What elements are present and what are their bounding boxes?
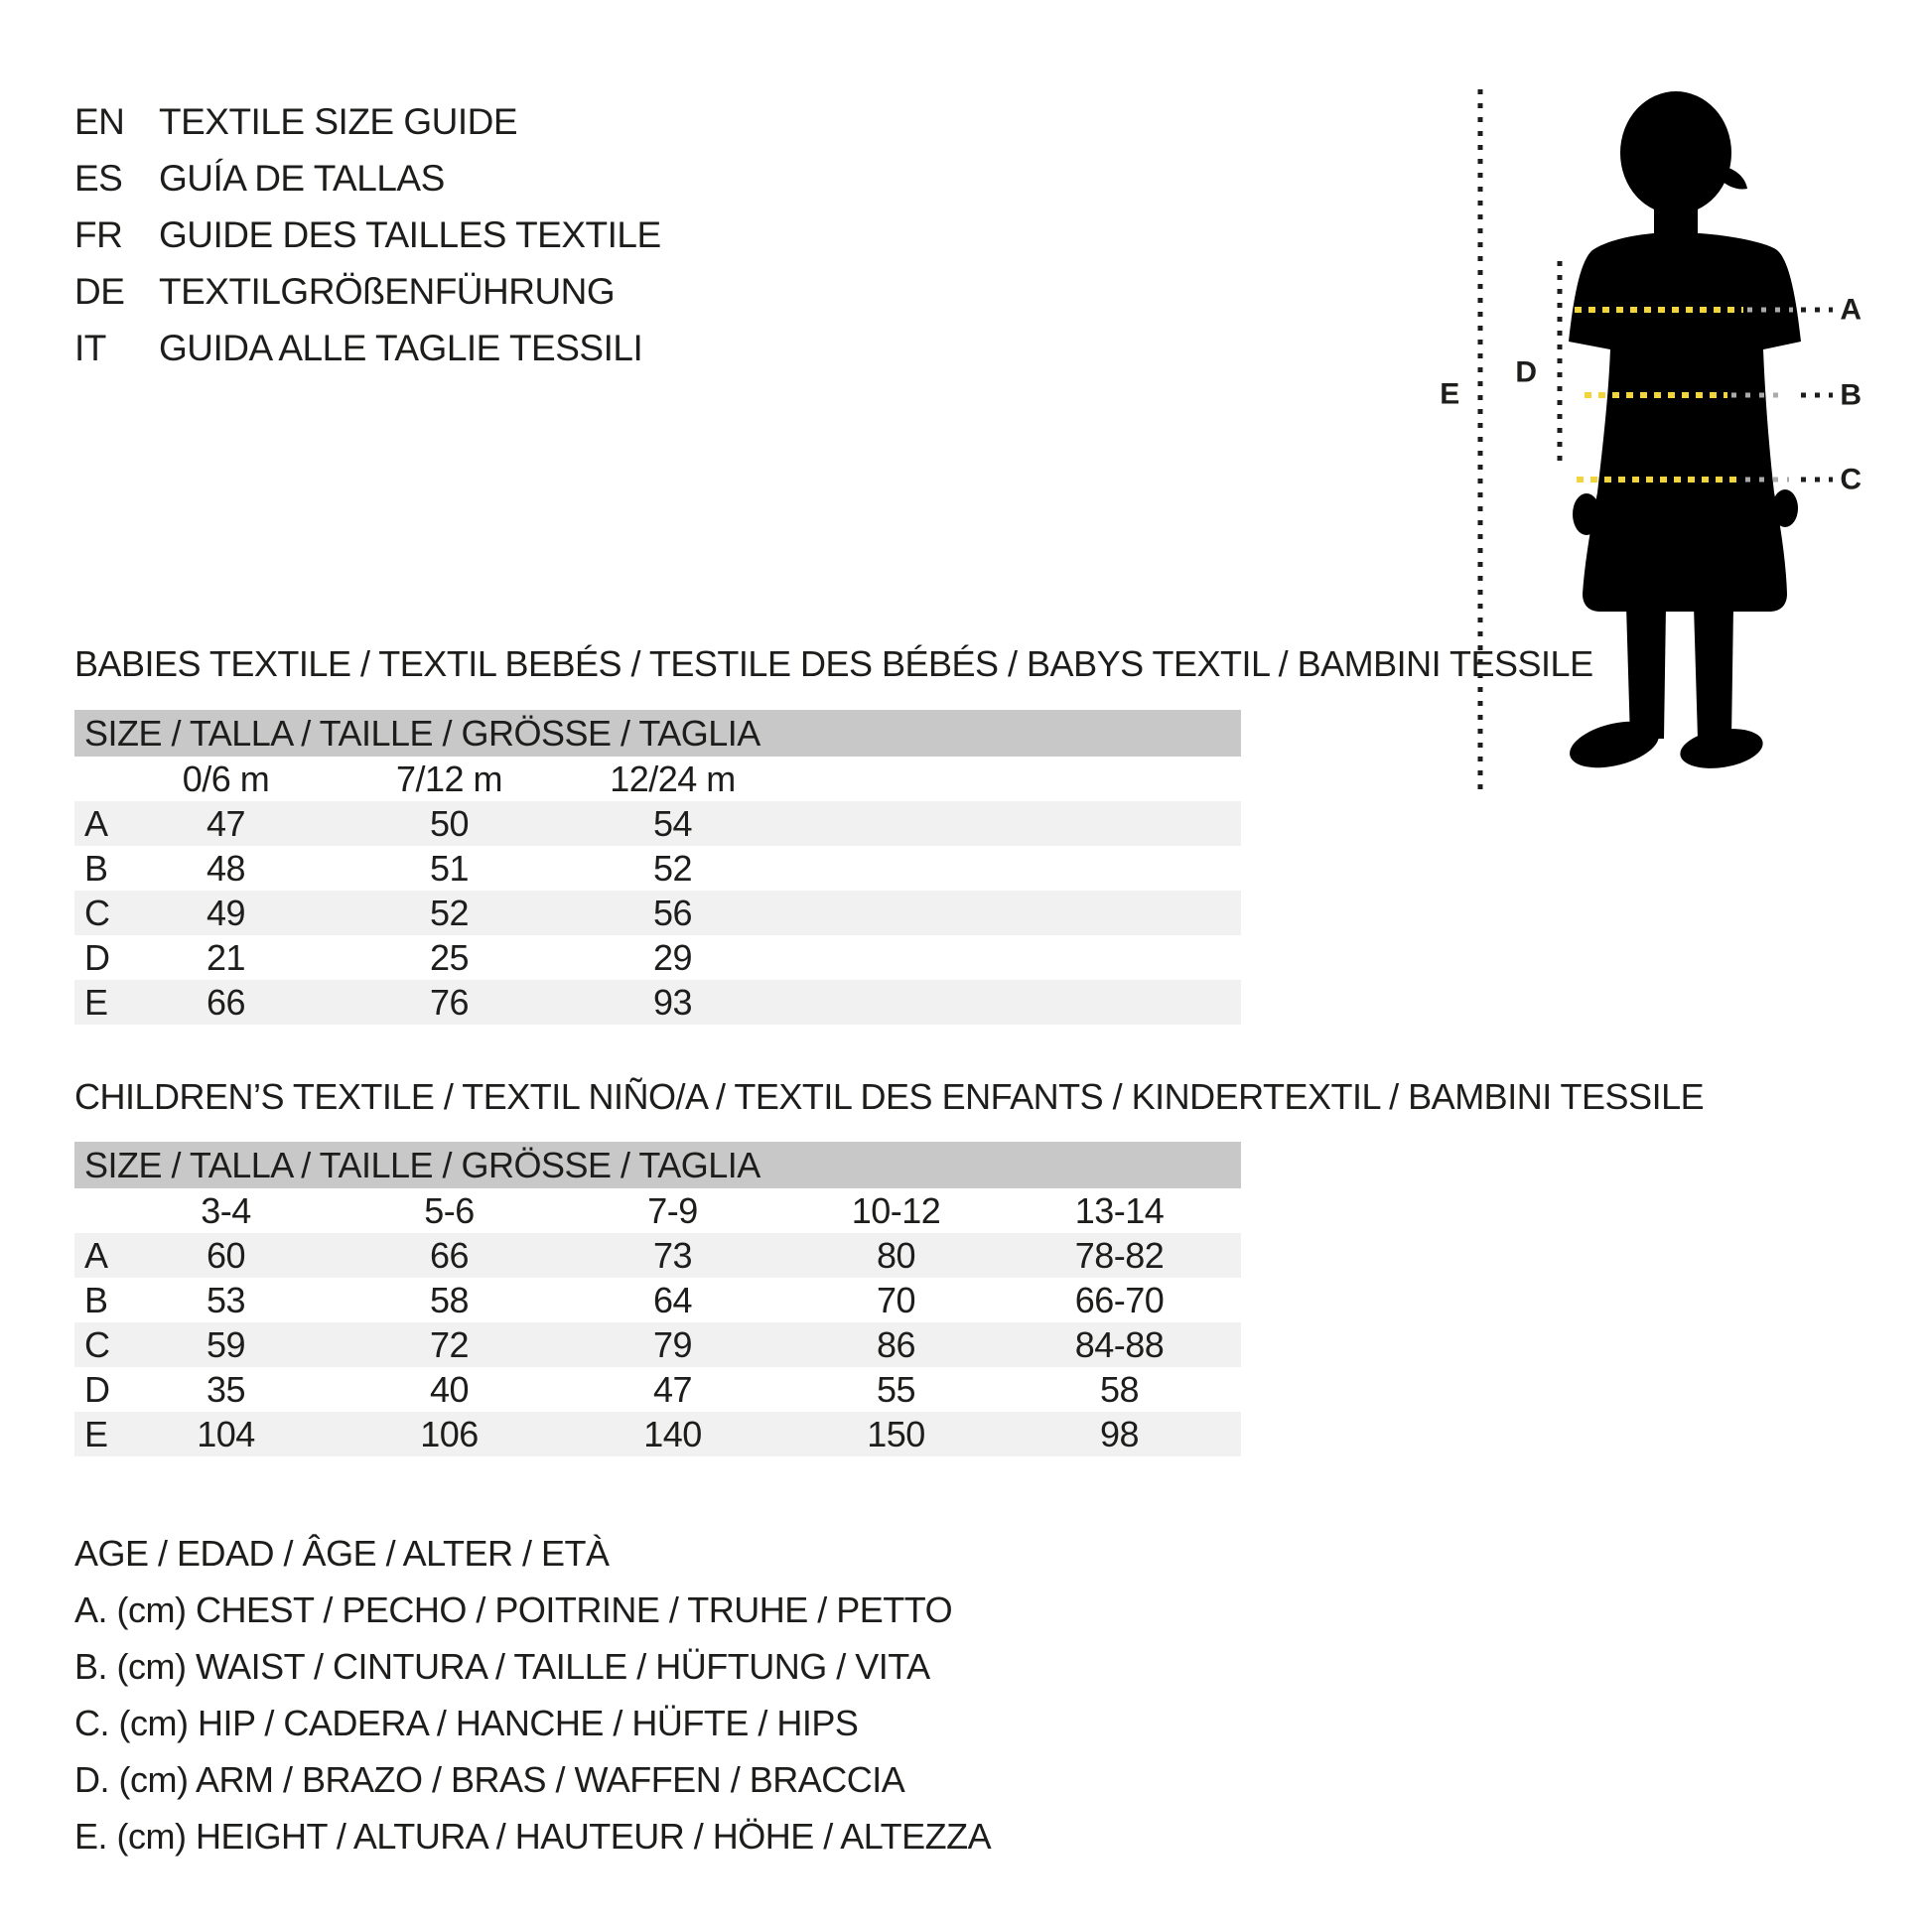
table-cell: 79 xyxy=(652,1324,693,1365)
table-cell: 93 xyxy=(652,982,693,1023)
table-cell: 50 xyxy=(429,803,470,844)
table-row xyxy=(74,1278,1241,1322)
row-label: A xyxy=(84,1235,108,1276)
table-row xyxy=(74,1367,1241,1412)
child-silhouette-diagram xyxy=(1436,50,1932,824)
lang-title-es: GUÍA DE TALLAS xyxy=(159,158,445,199)
table-cell: 53 xyxy=(206,1280,246,1320)
row-label: D xyxy=(84,937,110,978)
table-cell: 66-70 xyxy=(1074,1280,1165,1320)
babies-col-12-24m: 12/24 m xyxy=(610,759,736,799)
table-cell: 80 xyxy=(876,1235,916,1276)
lang-row-es xyxy=(74,150,661,207)
table-cell: 56 xyxy=(652,893,693,933)
table-cell: 58 xyxy=(1099,1369,1140,1410)
lang-code-de: DE xyxy=(74,271,125,312)
table-cell: 86 xyxy=(876,1324,916,1365)
child-silhouette xyxy=(1565,91,1801,776)
row-label: C xyxy=(84,1324,110,1365)
table-cell: 104 xyxy=(197,1414,255,1454)
table-cell: 72 xyxy=(429,1324,470,1365)
table-cell: 25 xyxy=(429,937,470,978)
table-cell: 66 xyxy=(429,1235,470,1276)
babies-col-7-12m: 7/12 m xyxy=(395,759,503,799)
marker-label-e: E xyxy=(1440,377,1459,411)
row-label: E xyxy=(84,982,108,1023)
table-cell: 66 xyxy=(206,982,246,1023)
legend-line-chest: A. (cm) CHEST / PECHO / POITRINE / TRUHE / PETTO xyxy=(74,1589,953,1630)
table-cell: 54 xyxy=(652,803,693,844)
table-cell: 35 xyxy=(206,1369,246,1410)
table-cell: 40 xyxy=(429,1369,470,1410)
children-col-10-12: 10-12 xyxy=(851,1190,941,1231)
legend-line-arm: D. (cm) ARM / BRAZO / BRAS / WAFFEN / BRACCIA xyxy=(74,1759,905,1800)
table-row xyxy=(74,1322,1241,1367)
lang-title-it: GUIDA ALLE TAGLIE TESSILI xyxy=(159,328,643,368)
silhouette-right-shoe xyxy=(1678,724,1766,774)
lang-title-en: TEXTILE SIZE GUIDE xyxy=(159,101,518,142)
children-col-13-14: 13-14 xyxy=(1074,1190,1165,1231)
lang-row-en xyxy=(74,93,661,150)
children-size-table xyxy=(74,1142,1241,1456)
table-row xyxy=(74,935,1241,980)
table-cell: 49 xyxy=(206,893,246,933)
marker-label-c: C xyxy=(1840,463,1862,496)
children-col-3-4: 3-4 xyxy=(201,1190,251,1231)
table-row xyxy=(74,846,1241,891)
table-cell: 98 xyxy=(1099,1414,1140,1454)
lang-row-fr xyxy=(74,207,661,263)
lang-title-de: TEXTILGRÖßENFÜHRUNG xyxy=(159,271,616,312)
table-cell: 73 xyxy=(652,1235,693,1276)
row-label: E xyxy=(84,1414,108,1454)
silhouette-shorts xyxy=(1583,492,1787,612)
silhouette-right-leg xyxy=(1694,606,1733,739)
marker-label-d: D xyxy=(1515,355,1537,389)
table-row xyxy=(74,891,1241,935)
table-cell: 150 xyxy=(867,1414,925,1454)
table-cell: 76 xyxy=(429,982,470,1023)
lang-code-fr: FR xyxy=(74,214,123,255)
table-cell: 106 xyxy=(420,1414,479,1454)
babies-size-header-bar: SIZE / TALLA / TAILLE / GRÖSSE / TAGLIA xyxy=(74,710,1241,757)
table-cell: 52 xyxy=(652,848,693,889)
silhouette-head xyxy=(1620,91,1731,214)
table-cell: 48 xyxy=(206,848,246,889)
legend-line-height: E. (cm) HEIGHT / ALTURA / HAUTEUR / HÖHE / ALTEZZA xyxy=(74,1816,992,1857)
table-cell: 70 xyxy=(876,1280,916,1320)
row-label: B xyxy=(84,1280,108,1320)
lang-code-en: EN xyxy=(74,101,125,142)
silhouette-left-leg xyxy=(1626,606,1666,739)
row-label: D xyxy=(84,1369,110,1410)
row-label: B xyxy=(84,848,108,889)
babies-col-0-6m: 0/6 m xyxy=(182,759,270,799)
table-cell: 140 xyxy=(643,1414,702,1454)
table-cell: 78-82 xyxy=(1074,1235,1165,1276)
table-row xyxy=(74,1412,1241,1456)
lang-row-it xyxy=(74,320,661,376)
table-cell: 52 xyxy=(429,893,470,933)
babies-size-table xyxy=(74,710,1241,1025)
children-size-header-bar: SIZE / TALLA / TAILLE / GRÖSSE / TAGLIA xyxy=(74,1142,1241,1188)
marker-label-b: B xyxy=(1840,378,1862,412)
table-cell: 51 xyxy=(429,848,470,889)
table-cell: 60 xyxy=(206,1235,246,1276)
lang-code-it: IT xyxy=(74,328,106,368)
table-cell: 64 xyxy=(652,1280,693,1320)
table-cell: 55 xyxy=(876,1369,916,1410)
table-cell: 21 xyxy=(206,937,246,978)
babies-column-header-row xyxy=(74,757,1241,801)
legend-line-age: AGE / EDAD / ÂGE / ALTER / ETÀ xyxy=(74,1533,610,1574)
lang-row-de xyxy=(74,263,661,320)
lang-code-es: ES xyxy=(74,158,123,199)
children-col-7-9: 7-9 xyxy=(647,1190,698,1231)
legend-line-waist: B. (cm) WAIST / CINTURA / TAILLE / HÜFTUNG / VITA xyxy=(74,1646,930,1687)
children-column-header-row xyxy=(74,1188,1241,1233)
measurement-legend xyxy=(74,1525,991,1864)
table-cell: 47 xyxy=(652,1369,693,1410)
table-cell: 58 xyxy=(429,1280,470,1320)
table-row xyxy=(74,1233,1241,1278)
language-title-block xyxy=(74,93,661,376)
babies-section-heading: BABIES TEXTILE / TEXTIL BEBÉS / TESTILE DES BÉBÉS / BABYS TEXTIL / BAMBINI TESSILE xyxy=(74,643,1593,684)
lang-title-fr: GUIDE DES TAILLES TEXTILE xyxy=(159,214,661,255)
row-label: A xyxy=(84,803,108,844)
legend-line-hip: C. (cm) HIP / CADERA / HANCHE / HÜFTE / HIPS xyxy=(74,1703,859,1743)
children-section-heading: CHILDREN’S TEXTILE / TEXTIL NIÑO/A / TEXTIL DES ENFANTS / KINDERTEXTIL / BAMBINI TESSILE xyxy=(74,1076,1705,1117)
table-cell: 84-88 xyxy=(1074,1324,1165,1365)
measurement-figure xyxy=(1436,50,1932,824)
table-row xyxy=(74,801,1241,846)
table-cell: 59 xyxy=(206,1324,246,1365)
children-col-5-6: 5-6 xyxy=(424,1190,475,1231)
row-label: C xyxy=(84,893,110,933)
silhouette-torso xyxy=(1569,232,1801,492)
marker-label-a: A xyxy=(1840,293,1862,327)
table-cell: 47 xyxy=(206,803,246,844)
table-row xyxy=(74,980,1241,1025)
table-cell: 29 xyxy=(652,937,693,978)
